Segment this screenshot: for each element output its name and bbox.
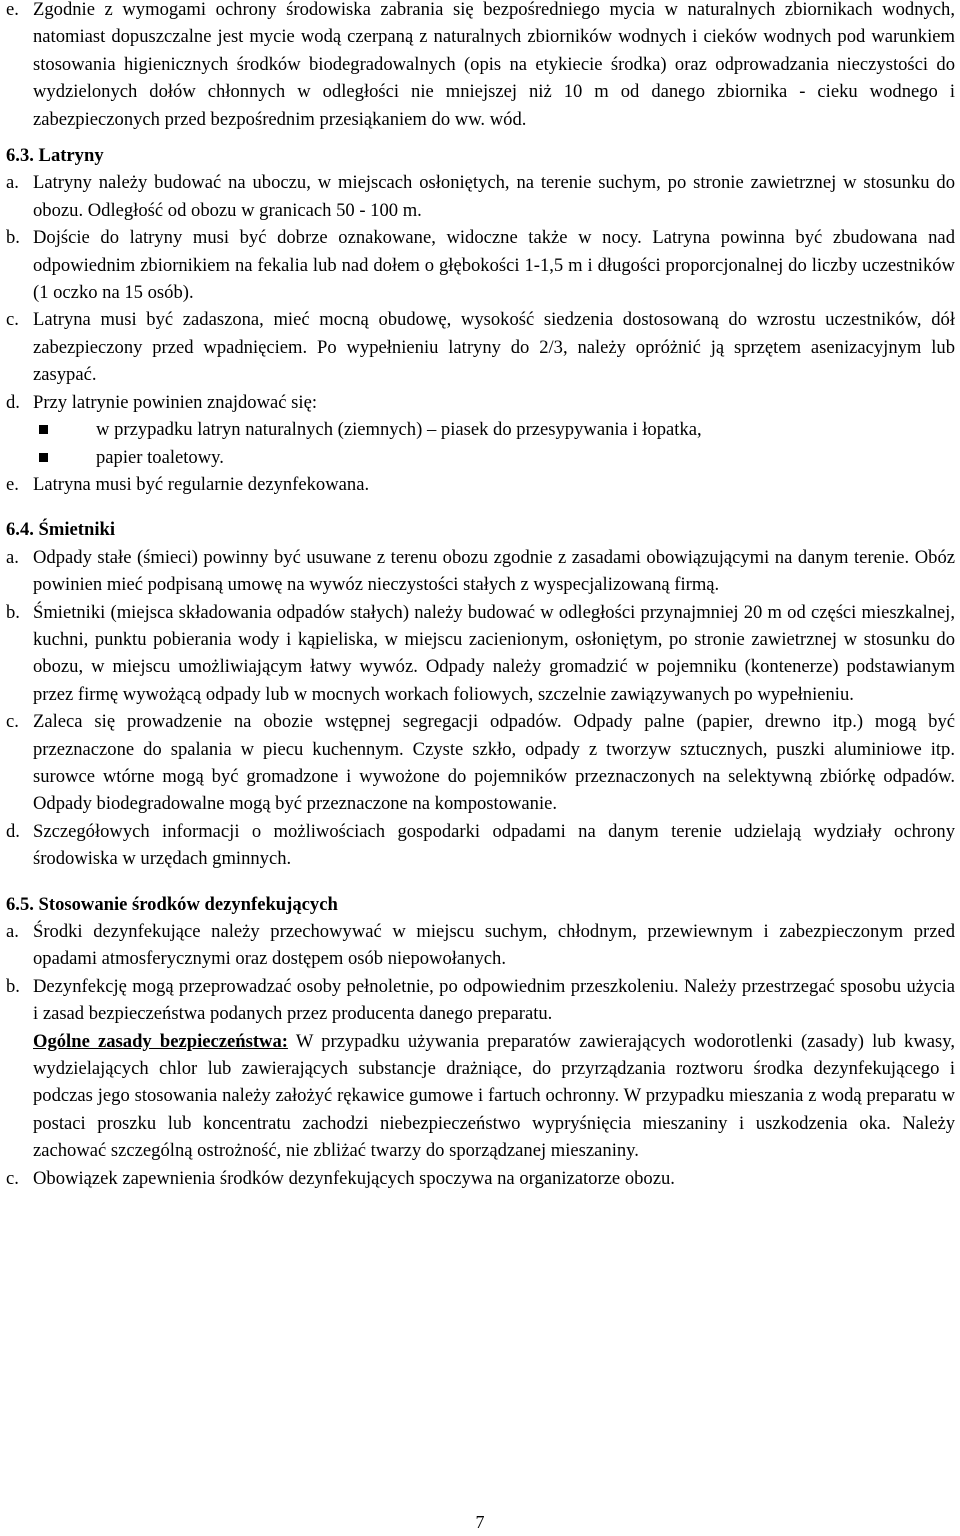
list-item bbox=[6, 224, 955, 306]
bullet-text: w przypadku latryn naturalnych (ziemnych) – piasek do przesypywania i łopatka, bbox=[96, 419, 702, 441]
document-page bbox=[6, 0, 955, 1192]
item-marker: b. bbox=[6, 601, 20, 623]
list-item bbox=[6, 708, 955, 818]
list-item bbox=[6, 599, 955, 709]
item-text: Dezynfekcję mogą przeprowadzać osoby pełnoletnie, po odpowiednim przeszkoleniu. Należy przestrzegać sposobu użycia i zasad bezpieczeństwa podanych przez producenta danego preparatu. bbox=[33, 975, 955, 1025]
item-marker: c. bbox=[6, 1167, 19, 1189]
safety-paragraph bbox=[6, 1028, 955, 1165]
item-text: Latryna musi być regularnie dezynfekowana. bbox=[33, 473, 370, 495]
item-text: Zgodnie z wymogami ochrony środowiska zabrania się bezpośredniego mycia w naturalnych zbiornikach wodnych, natomiast dopuszczalne jest mycie wodą czerpaną z naturalnych zbiorników wodnych i cieków wodnych pod warunkiem stosowania higienicznych środków biodegradowalnych (opis na etykiecie środka) oraz odprowadzania nieczystości do wydzielonych dołów chłonnych w odległości nie mniejszej niż 10 m od danego zbiornika - cieku wodnego i zabezpieczonych przed bezpośrednim przesiąkaniem do ww. wód. bbox=[33, 0, 955, 130]
item-text: Szczegółowych informacji o możliwościach gospodarki odpadami na danym terenie udzielają wydziały ochrony środowiska w urzędach gminnych. bbox=[33, 820, 955, 870]
list-item bbox=[6, 0, 955, 133]
list-item bbox=[6, 544, 955, 599]
spacer bbox=[6, 498, 955, 507]
spacer bbox=[6, 873, 955, 882]
list-item bbox=[6, 973, 955, 1028]
list-item bbox=[6, 169, 955, 224]
item-marker: a. bbox=[6, 172, 19, 194]
item-text: Środki dezynfekujące należy przechowywać w miejscu suchym, chłodnym, przewiewnym i zabezpieczonym przed opadami atmosferycznymi oraz dostępem osób niepowołanych. bbox=[33, 921, 955, 970]
item-marker: a. bbox=[6, 546, 19, 568]
list-item bbox=[6, 389, 955, 416]
item-marker: c. bbox=[6, 711, 19, 733]
square-bullet-icon bbox=[33, 416, 96, 443]
item-text: Dojście do latryny musi być dobrze oznakowane, widoczne także w nocy. Latryna powinna być zbudowana nad odpowiednim zbiornikiem na fekalia lub nad dołem o głębokości 1-1,5 m i długości proporcjonalnej do liczby uczestników (1 oczko na 15 osób). bbox=[33, 227, 955, 304]
item-text: Śmietniki (miejsca składowania odpadów stałych) należy budować w odległości przynajmniej 20 m od części mieszkalnej, kuchni, punktu pobierania wody i kąpieliska, w miejscu zacienionym, osłoniętym, po stronie zawietrznej w stosunku do obozu, w miejscu umożliwiającym łatwy wywóz. Odpady należy gromadzić w pojemniku (kontenerze) podstawianym przez firmę wywożącą odpady lub w mocnych workach foliowych, szczelnie zawiązywanych po wypełnieniu. bbox=[33, 601, 955, 705]
safety-text: W przypadku używania preparatów zawierających wodorotlenki (zasady) lub kwasy, wydzielających chlor lub zawierających substancje drażniące, do przyrządzania roztworu środka dezynfekującego i podczas jego stosowania należy założyć rękawice gumowe i fartuch ochronny. W przypadku mieszania z wodą preparatu w postaci proszku lub koncentratu zachodzi niebezpieczeństwo wypryśnięcia mieszaniny i uszkodzenia oka. Należy zachować szczególną ostrożność, nie zbliżać twarzy do sporządzanej mieszaniny. bbox=[33, 1030, 955, 1162]
list-item bbox=[6, 918, 955, 973]
item-text: Przy latrynie powinien znajdować się: bbox=[33, 391, 317, 413]
section-heading-latryny: 6.3. Latryny bbox=[6, 145, 104, 167]
section-heading-smietniki: 6.4. Śmietniki bbox=[6, 519, 115, 541]
list-item bbox=[6, 1165, 955, 1192]
list-item bbox=[6, 471, 955, 498]
item-marker: c. bbox=[6, 309, 19, 331]
item-marker: e. bbox=[6, 473, 19, 495]
item-text: Zaleca się prowadzenie na obozie wstępnej segregacji odpadów. Odpady palne (papier, drewno itp.) mogą być przeznaczone do spalania w piecu kuchennym. Czyste szkło, odpady z tworzyw sztucznych, puszki aluminiowe itp. surowce wtórne mogą być gromadzone i wywożone do pojemników przeznaczonych na selektywną zbiórkę odpadów. Odpady biodegradowalne mogą być przeznaczone na kompostowanie. bbox=[33, 711, 955, 815]
bullet-text: papier toaletowy. bbox=[96, 446, 224, 468]
list-item bbox=[6, 818, 955, 873]
list-item bbox=[6, 306, 955, 388]
section-heading-dezynfekcja: 6.5. Stosowanie środków dezynfekujących bbox=[6, 893, 338, 915]
page-number: 7 bbox=[475, 1512, 485, 1532]
item-marker: b. bbox=[6, 975, 20, 997]
item-marker: e. bbox=[6, 0, 19, 20]
safety-label: Ogólne zasady bezpieczeństwa: bbox=[33, 1030, 288, 1052]
bullet-item bbox=[33, 444, 955, 471]
item-marker: b. bbox=[6, 227, 20, 249]
item-marker: d. bbox=[6, 820, 20, 842]
bullet-list bbox=[33, 416, 955, 471]
square-bullet-icon bbox=[33, 444, 96, 471]
item-marker: a. bbox=[6, 921, 19, 942]
item-text: Odpady stałe (śmieci) powinny być usuwane z terenu obozu zgodnie z zasadami obowiązującymi na danym terenie. Obóz powinien mieć podpisaną umowę na wywóz nieczystości stałych z wyspecjalizowaną firmą. bbox=[33, 546, 955, 596]
bullet-item bbox=[33, 416, 955, 443]
item-text: Latryna musi być zadaszona, mieć mocną obudowę, wysokość siedzenia dostosowaną do wzrostu uczestników, dół zabezpieczony przed wpadnięciem. Po wypełnieniu latryny do 2/3, należy opróżnić ją sprzętem asenizacyjnym lub zasypać. bbox=[33, 309, 955, 386]
item-text: Obowiązek zapewnienia środków dezynfekujących spoczywa na organizatorze obozu. bbox=[33, 1167, 675, 1189]
item-text: Latryny należy budować na uboczu, w miejscach osłoniętych, na terenie suchym, po stronie zawietrznej w stosunku do obozu. Odległość od obozu w granicach 50 - 100 m. bbox=[33, 172, 955, 221]
item-marker: d. bbox=[6, 391, 20, 413]
